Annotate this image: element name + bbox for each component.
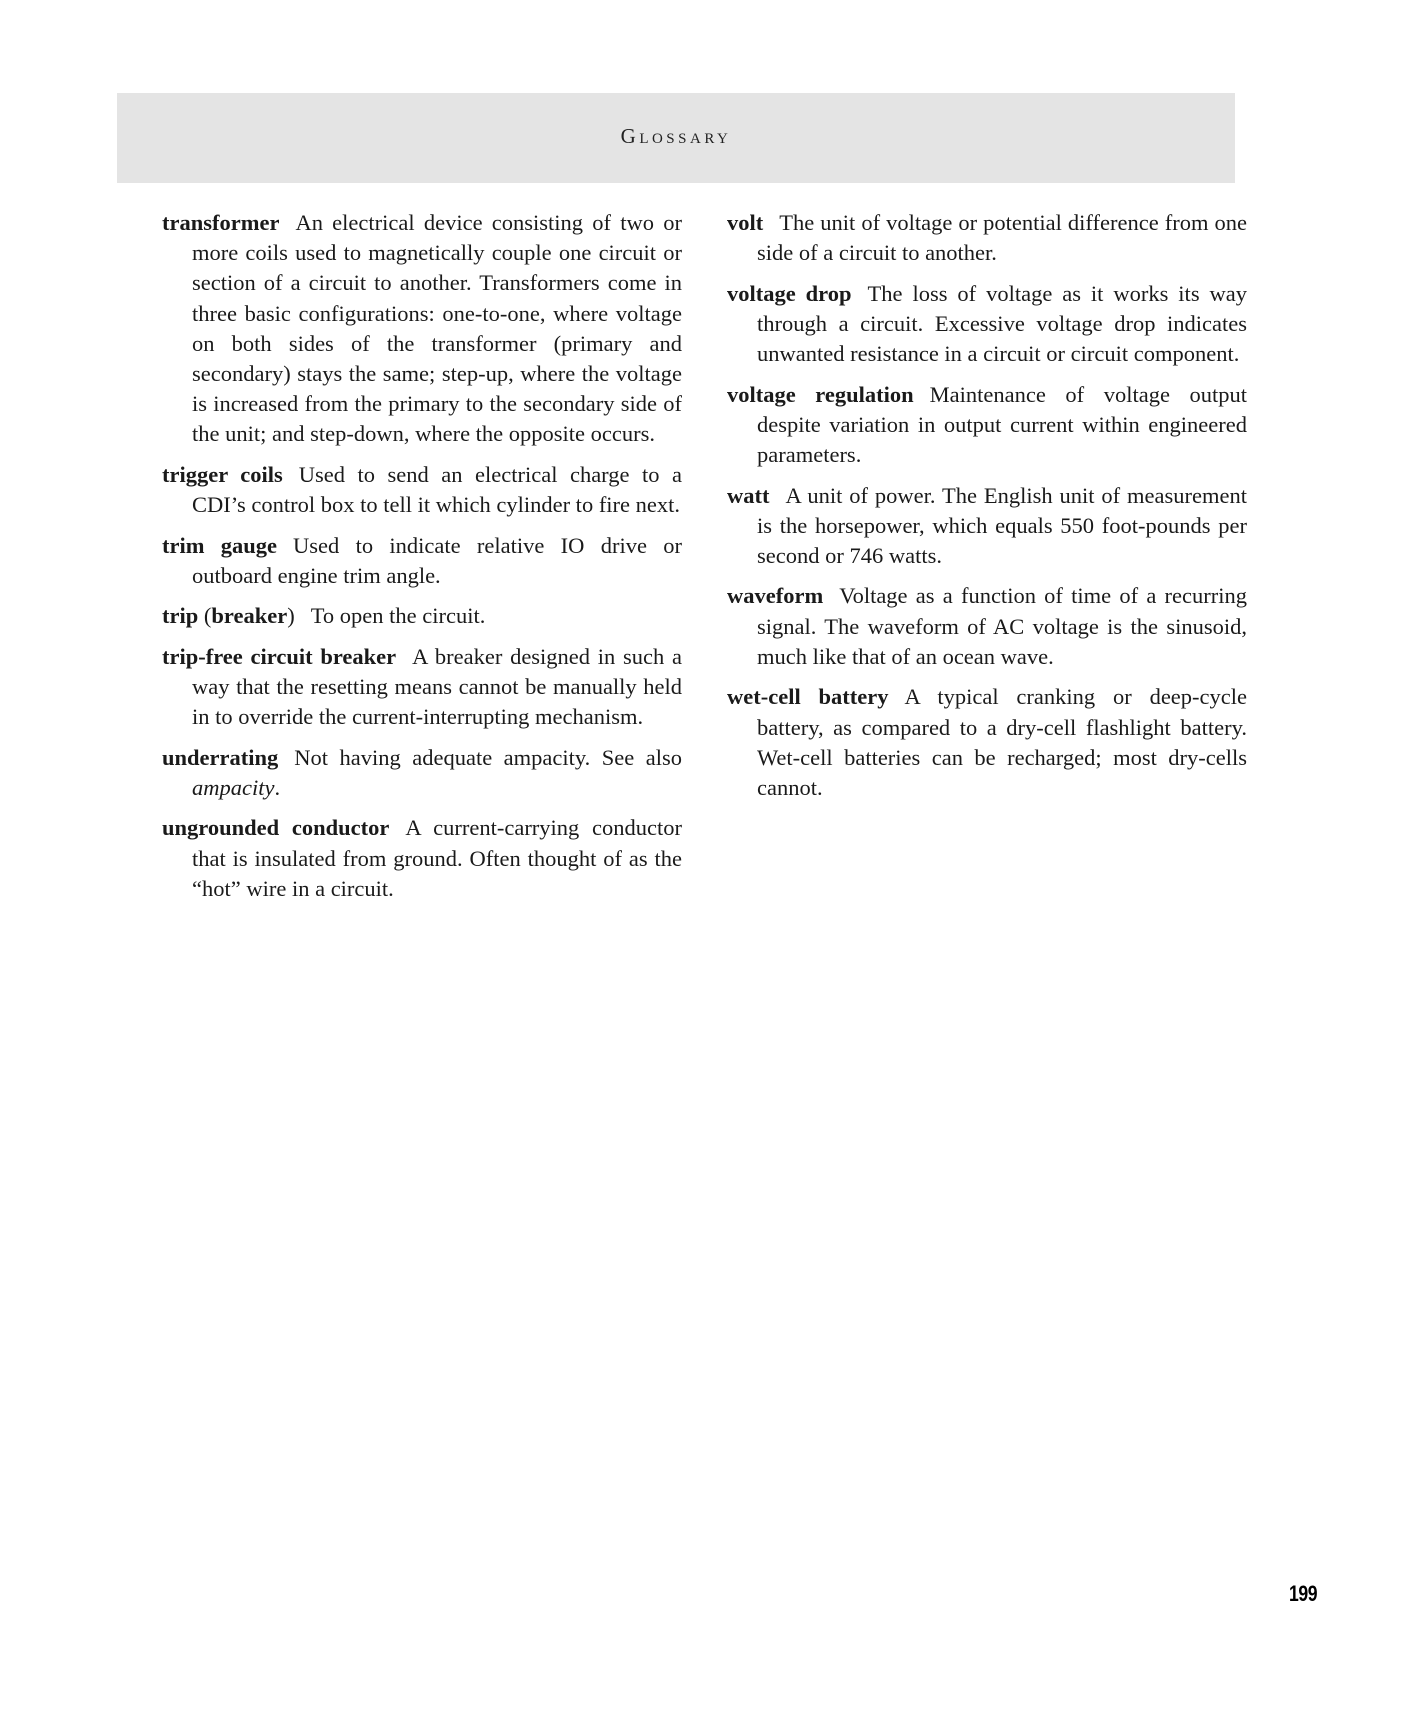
glossary-entry-watt [727, 481, 1247, 572]
glossary-entry-wet-cell-battery [727, 682, 1247, 803]
cross-reference: ampacity [192, 774, 275, 800]
glossary-entry-trip-free-circuit-breaker [162, 642, 682, 733]
glossary-term: underrating [162, 744, 279, 770]
glossary-term: voltage drop [727, 280, 852, 306]
glossary-entry-transformer [162, 208, 682, 450]
glossary-definition: A typical cranking or deep-cycle battery, as compared to a dry-cell flashlight battery. Wet-cell batteries can be recharged; most dry-cells cannot. [757, 684, 1247, 800]
glossary-term: trim gauge [162, 532, 278, 558]
glossary-entry-underrating [162, 743, 682, 803]
glossary-term: waveform [727, 583, 824, 609]
glossary-definition: The unit of voltage or potential difference from one side of a circuit to another. [757, 210, 1247, 266]
glossary-column-left [162, 208, 682, 914]
glossary-entry-waveform [727, 581, 1247, 672]
glossary-entry-volt [727, 208, 1247, 268]
glossary-definition: Voltage as a function of time of a recurring signal. The waveform of AC voltage is the sinusoid, much like that of an ocean wave. [757, 583, 1247, 669]
glossary-entry-trim-gauge [162, 531, 682, 591]
glossary-definition: Used to indicate relative IO drive or outboard engine trim angle. [192, 532, 682, 588]
running-header [117, 93, 1235, 183]
glossary-definition: The loss of voltage as it works its way through a circuit. Excessive voltage drop indicates unwanted resistance in a circuit or circuit component. [757, 280, 1247, 367]
glossary-definition: An electrical device consisting of two or more coils used to magnetically couple one circuit or section of a circuit to another. Transformers come in three basic configurations: one-to-one, where voltage on both sides of the transformer (primary and secondary) stays the same; step-up, where the voltage is increased from the primary to the secondary side of the unit; and step-down, where the opposite occurs. [192, 210, 682, 447]
glossary-term: volt [727, 210, 764, 235]
glossary-entry-trip-breaker [162, 601, 682, 631]
glossary-definition: Maintenance of voltage output despite variation in output current within engineered parameters. [757, 381, 1247, 468]
glossary-entry-trigger-coils [162, 460, 682, 520]
glossary-term: wet-cell battery [727, 684, 889, 710]
glossary-definition: Used to send an electrical charge to a CDI’s control box to tell it which cylinder to fire next. [192, 461, 682, 518]
glossary-term: voltage regulation [727, 381, 914, 407]
glossary-definition: A breaker designed in such a way that the resetting means cannot be manually held in to override the current-interrupting mechanism. [192, 643, 682, 730]
glossary-term: ungrounded conductor [162, 815, 390, 841]
page-number: 199 [1289, 1581, 1318, 1606]
glossary-definition: Not having adequate ampacity. See also ampacity. [192, 744, 682, 800]
glossary-entry-voltage-regulation [727, 380, 1247, 471]
glossary-definition: To open the circuit. [310, 603, 486, 629]
glossary-term: trip-free circuit breaker [162, 643, 397, 669]
glossary-definition: A unit of power. The English unit of measurement is the horsepower, which equals 550 foot-pounds per second or 746 watts. [757, 482, 1247, 568]
glossary-term: trigger coils [162, 461, 283, 487]
glossary-definition: A current-carrying conductor that is insulated from ground. Often thought of as the “hot” wire in a circuit. [192, 815, 683, 901]
glossary-entry-voltage-drop [727, 279, 1247, 370]
glossary-entry-ungrounded-conductor [162, 813, 682, 904]
page-title: GLOSSARY [620, 124, 732, 148]
glossary-term: watt [727, 482, 770, 508]
glossary-column-right [727, 208, 1247, 813]
glossary-term: trip (breaker) [162, 603, 295, 629]
glossary-term: transformer [162, 210, 280, 235]
